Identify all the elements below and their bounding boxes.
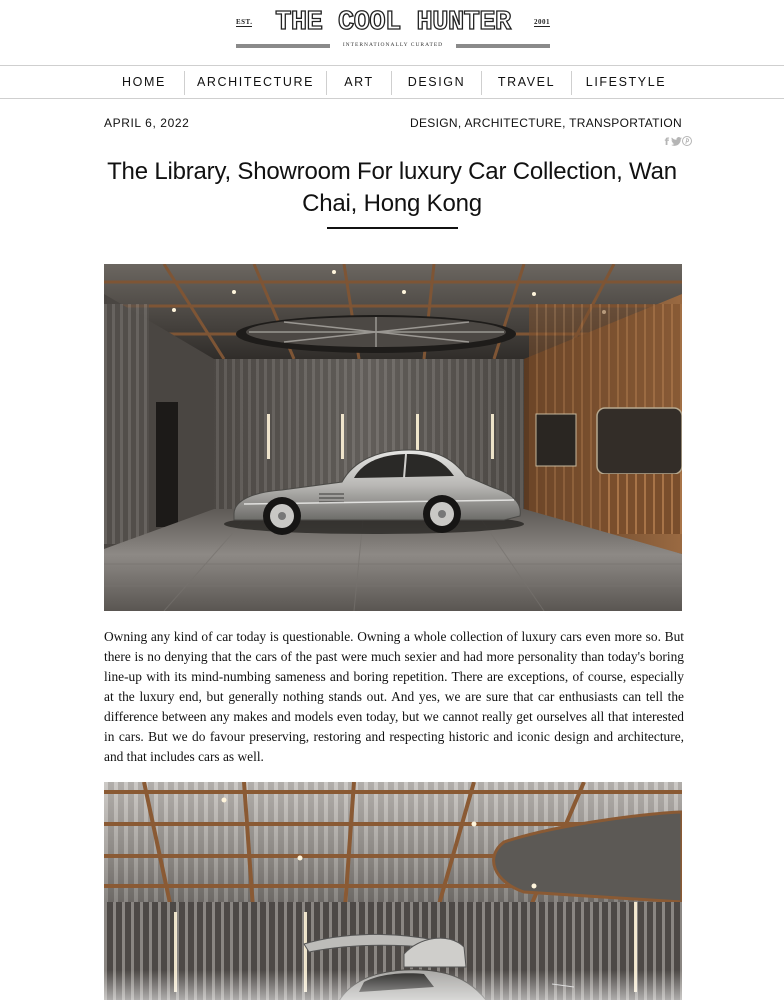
twitter-icon[interactable]	[671, 137, 682, 148]
site-logo[interactable]	[234, 8, 552, 52]
article-body-paragraph: Owning any kind of car today is questionable. Owning a whole collection of luxury cars even more so. But there is no denying that the cars of the past were much sexier and had more personality than today's boring line-up with its mind-numbing sameness and boring repetition. There are exceptions, of course, especially at the luxury end, but generally nothing stands out. And yes, we are sure that car enthusiasts can tell the difference between any makes and models even today, but we cannot really get ourselves all that interested in cars. But we do favour preserving, restoring and respecting historic and iconic design and architecture, and that includes cars as well.	[104, 629, 684, 764]
logo-rule	[456, 44, 550, 48]
article-categories: DESIGN, ARCHITECTURE, TRANSPORTATION	[410, 116, 682, 130]
article-photo-showroom-silver-car	[104, 264, 682, 611]
logo-rule	[236, 44, 330, 48]
logo-wordmark: THE COOL HUNTER	[275, 8, 511, 38]
category-link-transportation[interactable]: TRANSPORTATION	[569, 116, 682, 130]
nav-item-travel[interactable]: TRAVEL	[497, 75, 556, 89]
nav-item-design[interactable]: DESIGN	[407, 75, 466, 89]
logo-est-label: EST.	[236, 18, 253, 26]
article-date: APRIL 6, 2022	[104, 116, 190, 130]
article-photo-showroom-gullwing	[104, 782, 682, 1000]
logo-est-year: 2001	[534, 18, 550, 26]
main-nav	[0, 65, 784, 99]
facebook-icon[interactable]: f	[664, 137, 671, 148]
logo-tagline: INTERNATIONALLY CURATED	[342, 42, 444, 48]
category-link-design[interactable]: DESIGN	[410, 116, 458, 130]
nav-item-art[interactable]: ART	[344, 75, 374, 89]
title-underline	[327, 227, 458, 229]
pinterest-icon[interactable]	[682, 136, 692, 148]
nav-item-lifestyle[interactable]: LIFESTYLE	[585, 75, 667, 89]
nav-item-home[interactable]: HOME	[122, 75, 166, 89]
nav-item-architecture[interactable]: ARCHITECTURE	[196, 75, 315, 89]
site-header	[0, 0, 784, 66]
article-title: The Library, Showroom For luxury Car Collection, Wan Chai, Hong Kong	[107, 158, 677, 217]
share-icons	[665, 136, 692, 148]
category-link-architecture[interactable]: ARCHITECTURE	[464, 116, 563, 130]
